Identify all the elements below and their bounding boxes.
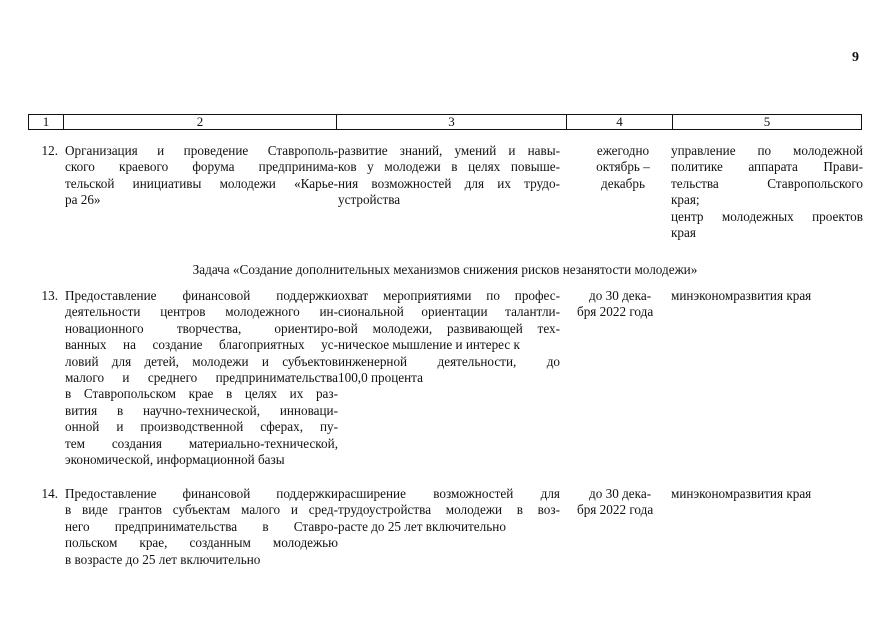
activity-line: Организация и проведение Ставрополь- [65,143,338,158]
term-cell [577,288,672,321]
activity-line: ского краевого форума предпринима- [65,159,338,175]
result-line: трудоустройства молодежи в воз- [338,502,560,518]
activity-line: в возрасте до 25 лет включительно [65,551,261,567]
result-line: ков у молодежи в целях повыше- [338,159,560,175]
result-cell [338,486,560,535]
activity-line: новационного творчества, ориентиро- [65,320,338,336]
activity-line: деятельности центров молодежного ин- [65,304,338,320]
header-col-2: 2 [63,115,336,129]
result-line: инженерной деятельности, до [338,353,560,369]
activity-line: экономической, информационной базы [65,452,285,468]
term-cell [577,486,672,519]
term-line: бря 2022 года [577,502,654,518]
term-line: ежегодно [596,143,650,158]
header-col-1: 1 [42,114,50,129]
activity-cell [65,486,338,568]
table-header [28,114,862,130]
activity-line: в виде грантов субъектам малого и сред- [65,502,338,518]
responsible-line: политике аппарата Прави- [671,159,863,175]
activity-line: малого и среднего предпринимательства [65,370,338,386]
term-line: до 30 дека- [589,288,652,303]
result-line: охват мероприятиями по профес- [338,288,560,303]
activity-line: ванных на создание благоприятных ус- [65,337,338,353]
activity-line: тельской инициативы молодежи «Карье- [65,175,338,191]
header-col-4: 4 [566,115,672,129]
result-line: устройства [338,192,401,208]
result-line: расширение возможностей для [338,486,560,501]
responsible-line: центр молодежных проектов [671,208,863,224]
row-number: 12. [41,143,58,158]
row-number: 13. [41,288,58,303]
result-line: развитие знаний, умений и навы- [338,143,560,158]
activity-cell [65,143,338,209]
row-number: 14. [41,486,58,501]
responsible-line: минэкономразвития края [671,288,812,303]
responsible-line: края [671,225,696,241]
term-line: до 30 дека- [589,486,652,501]
activity-line: ра 26» [65,192,101,208]
activity-line: него предпринимательства в Ставро- [65,518,338,534]
result-line: вой молодежи, развивающей тех- [338,320,560,336]
result-line: ния возможностей для их трудо- [338,175,560,191]
term-cell [568,143,678,192]
result-line: сиональной ориентации талантли- [338,304,560,320]
header-col-5: 5 [672,115,861,129]
activity-line: вития в научно-технической, инноваци- [65,402,338,418]
result-cell [338,288,560,386]
result-line: ническое мышление и интерес к [338,337,520,353]
responsible-cell [671,288,863,304]
activity-line: ловий для детей, молодежи и субъектов [65,353,338,369]
activity-line: Предоставление финансовой поддержки [65,486,338,501]
result-line: 100,0 процента [338,370,423,386]
responsible-cell [671,486,863,502]
activity-line: онной и производственной сферах, пу- [65,419,338,435]
activity-line: Предоставление финансовой поддержки [65,288,338,303]
activity-line: тем создания материально-технической, [65,435,338,451]
header-col-3: 3 [336,115,566,129]
responsible-cell [671,143,863,241]
task-heading: Задача «Создание дополнительных механизмов снижения рисков незанятости молодежи» [192,262,698,277]
term-line: бря 2022 года [577,304,654,320]
activity-line: польском крае, созданным молодежью [65,535,338,551]
responsible-line: края; [671,192,700,208]
responsible-line: тельства Ставропольского [671,175,863,191]
result-cell [338,143,560,209]
term-line: октябрь – [596,159,650,175]
activity-cell [65,288,338,468]
responsible-line: минэкономразвития края [671,486,812,501]
result-line: расте до 25 лет включительно [338,518,506,534]
activity-line: в Ставропольском крае в целях их раз- [65,386,338,402]
responsible-line: управление по молодежной [671,143,863,158]
term-line: декабрь [601,175,645,191]
page-number: 9 [852,50,859,65]
